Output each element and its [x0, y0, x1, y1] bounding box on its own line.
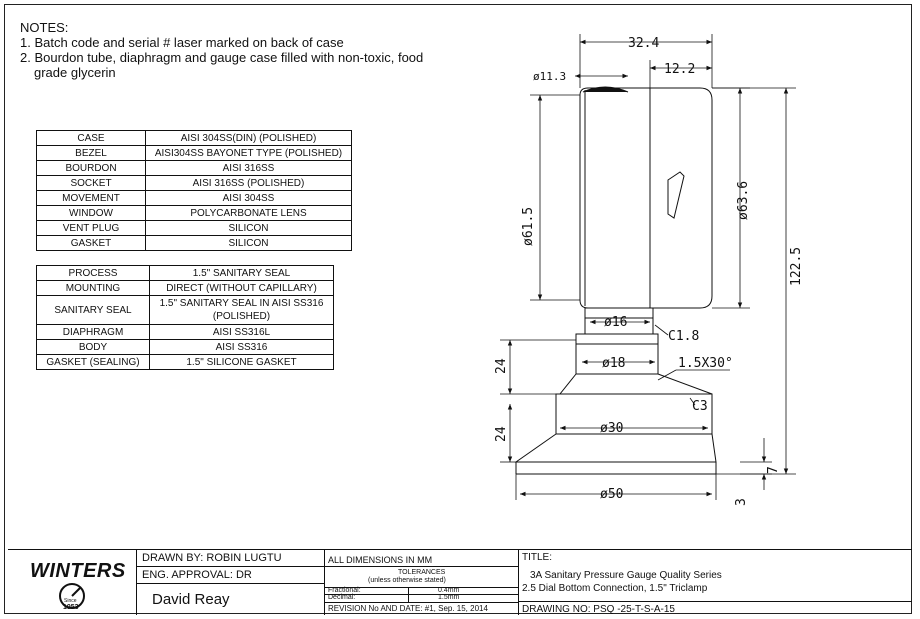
dim-flange-step: 7	[766, 466, 781, 474]
cell-value: AISI SS316L	[150, 325, 334, 340]
cell-value: 1.5" SANITARY SEAL	[150, 266, 334, 281]
cell-key: SOCKET	[37, 176, 146, 191]
cell-key: DIAPHRAGM	[37, 325, 150, 340]
cell-key: MOUNTING	[37, 281, 150, 296]
note-2-cont: grade glycerin	[34, 65, 116, 80]
drawn-by: DRAWN BY: ROBIN LUGTU	[142, 552, 282, 564]
dim-body-dia: ø18	[602, 356, 626, 371]
dim-total-height: 122.5	[789, 246, 804, 286]
cell-key: VENT PLUG	[37, 221, 146, 236]
cell-key: BEZEL	[37, 146, 146, 161]
dim-flange-height: 24	[494, 426, 509, 442]
tolerances-sub: (unless otherwise stated)	[368, 577, 446, 584]
decimal-label: Decimal:	[328, 594, 356, 601]
cell-value: AISI 316SS	[146, 161, 352, 176]
note-1: 1. Batch code and serial # laser marked on back of case	[20, 35, 344, 50]
dims-note: ALL DIMENSIONS IN MM	[328, 555, 433, 565]
cell-value: 1.5" SILICONE GASKET	[150, 355, 334, 370]
dim-chamfer-1: C1.8	[668, 329, 700, 344]
cell-value: AISI SS316	[150, 340, 334, 355]
cell-key: SANITARY SEAL	[37, 296, 150, 325]
eng-approval: ENG. APPROVAL: DR	[142, 569, 252, 581]
dim-bezel-depth: 12.2	[664, 62, 696, 77]
dim-base-thickness: 3	[734, 498, 749, 506]
cell-value: AISI 304SS(DIN) (POLISHED)	[146, 131, 352, 146]
dim-case-depth: 32.4	[628, 36, 660, 51]
dim-bezel-dia: ø63.6	[736, 180, 751, 220]
dim-chamfer-angle: 1.5X30°	[678, 356, 733, 371]
drawing-number: DRAWING NO: PSQ -25-T-S-A-15	[522, 604, 675, 615]
cell-value: AISI 304SS	[146, 191, 352, 206]
title-label: TITLE:	[522, 552, 553, 563]
dim-flange-dia: ø30	[600, 421, 624, 436]
dim-case-dia: ø61.5	[521, 206, 536, 246]
cell-key: GASKET	[37, 236, 146, 251]
dim-base-dia: ø50	[600, 487, 624, 502]
cell-value: DIRECT (WITHOUT CAPILLARY)	[150, 281, 334, 296]
cell-key: WINDOW	[37, 206, 146, 221]
cell-value: AISI 316SS (POLISHED)	[146, 176, 352, 191]
fractional-value: 0.4mm	[438, 587, 460, 594]
cell-key: BOURDON	[37, 161, 146, 176]
notes-heading: NOTES:	[20, 20, 69, 35]
tolerances-label: TOLERANCES	[398, 569, 446, 576]
cell-key: PROCESS	[37, 266, 150, 281]
logo-year: 1953	[63, 604, 79, 611]
dim-chamfer-2: C3	[692, 399, 708, 414]
cell-key: CASE	[37, 131, 146, 146]
cell-key: BODY	[37, 340, 150, 355]
logo-since: Since	[64, 598, 77, 604]
revision: REVISION No AND DATE: #1, Sep. 15, 2014	[328, 604, 488, 613]
side-knob-icon	[668, 172, 684, 218]
dim-body-height: 24	[494, 358, 509, 374]
title-line-1: 3A Sanitary Pressure Gauge Quality Series	[530, 570, 722, 581]
note-2: 2. Bourdon tube, diaphragm and gauge case filled with non-toxic, food	[20, 50, 424, 65]
cell-value: SILICON	[146, 236, 352, 251]
title-line-2: 2.5 Dial Bottom Connection, 1.5" Triclamp	[522, 583, 708, 594]
cell-value: AISI304SS BAYONET TYPE (POLISHED)	[146, 146, 352, 161]
cell-key: MOVEMENT	[37, 191, 146, 206]
cell-key: GASKET (SEALING)	[37, 355, 150, 370]
dim-vent-dia: ø11.3	[533, 70, 567, 83]
company-logo: WINTERS	[30, 560, 126, 582]
cell-value: POLYCARBONATE LENS	[146, 206, 352, 221]
title-block	[8, 549, 912, 615]
cell-value: 1.5" SANITARY SEAL IN AISI SS316 (POLISHED)	[150, 296, 334, 325]
fractional-label: Fractional:	[328, 587, 361, 594]
dim-neck-dia: ø16	[604, 315, 628, 330]
gauge-case	[580, 88, 712, 308]
signature: David Reay	[152, 591, 230, 608]
cell-value: SILICON	[146, 221, 352, 236]
decimal-value: 1.5mm	[438, 594, 460, 601]
